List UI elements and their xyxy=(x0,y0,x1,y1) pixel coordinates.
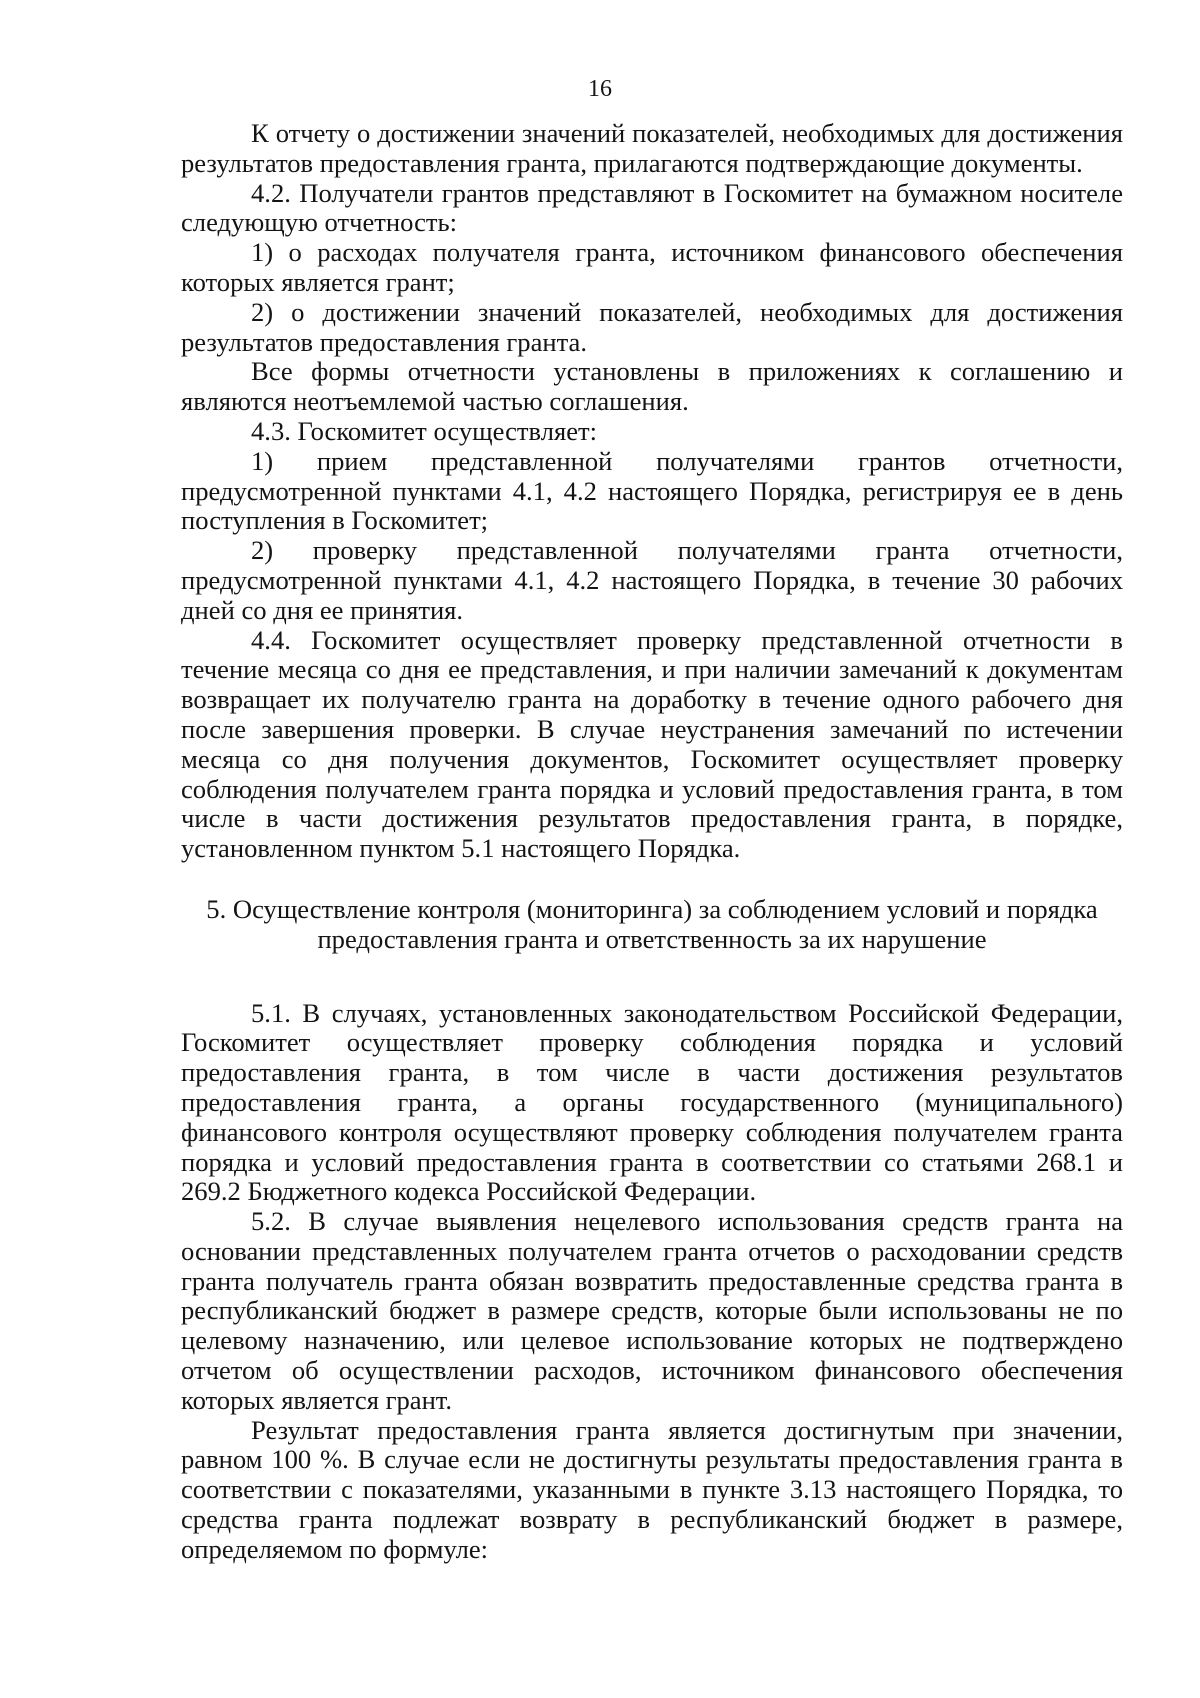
paragraph-5-1: 5.1. В случаях, установленных законодательством Российской Федерации, Госкомитет осуществляет проверку соблюдения порядка и условий предоставления гранта, в том числе в части достижения результатов предоставления гранта, а органы государственного (муниципального) финансового контроля осуществляют проверку соблюдения получателем гранта порядка и условий предоставления гранта в соответствии со статьями 268.1 и 269.2 Бюджетного кодекса Российской Федерации. xyxy=(181,997,1123,1207)
page-number: 16 xyxy=(588,76,612,102)
paragraph-result-formula: Результат предоставления гранта является достигнутым при значении, равном 100 %. В случае если не достигнуты результаты предоставления гранта в соответствии с показателями, указанными в пункте 3.13 настоящего Порядка, то средства гранта подлежат возврату в республиканский бюджет в размере, определяемом по формуле: xyxy=(181,1414,1123,1564)
paragraph-4-3: 4.3. Госкомитет осуществляет: xyxy=(251,415,598,446)
paragraph-4-2-item-2: 2) о достижении значений показателей, необходимых для достижения результатов предоставления гранта. xyxy=(181,296,1123,357)
paragraph-4-3-item-2: 2) проверку представленной получателями гранта отчетности, предусмотренной пунктами 4.1, 4.2 настоящего Порядка, в течение 30 рабочих дней со дня ее принятия. xyxy=(181,535,1123,625)
section-heading-line-2: предоставления гранта и ответственность за их нарушение xyxy=(317,923,987,954)
paragraph-4-3-item-1: 1) прием представленной получателями грантов отчетности, предусмотренной пунктами 4.1, 4.2 настоящего Порядка, регистрируя ее в день поступления в Госкомитет; xyxy=(181,445,1123,536)
paragraph-4-4: 4.4. Госкомитет осуществляет проверку представленной отчетности в течение месяца со дня ее представления, и при наличии замечаний к документам возвращает их получателю гранта на доработку в течение одного рабочего дня после завершения проверки. В случае неустранения замечаний по истечении месяца со дня получения документов, Госкомитет осуществляет проверку соблюдения получателем гранта порядка и условий предоставления гранта, в том числе в части достижения результатов предоставления гранта, в порядке, установленном пунктом 5.1 настоящего Порядка. xyxy=(181,624,1123,864)
paragraph-5-2: 5.2. В случае выявления нецелевого использования средств гранта на основании представленных получателем гранта отчетов о расходовании средств гранта получатель гранта обязан возвратить предоставленные средства гранта в республиканский бюджет в размере средств, которые были использованы не по целевому назначению, или целевое использование которых не подтверждено отчетом об осуществлении расходов, источником финансового обеспечения которых является грант. xyxy=(181,1206,1123,1415)
paragraph-4-2-item-1: 1) о расходах получателя гранта, источником финансового обеспечения которых является грант; xyxy=(181,237,1123,297)
paragraph-report-attachments: К отчету о достижении значений показателей, необходимых для достижения результатов предоставления гранта, прилагаются подтверждающие документы. xyxy=(181,118,1123,178)
section-5-heading xyxy=(181,895,1123,955)
section-heading-line-1: 5. Осуществление контроля (мониторинга) за соблюдением условий и порядка xyxy=(206,893,1098,924)
paragraph-4-2: 4.2. Получатели грантов представляют в Госкомитет на бумажном носителе следующую отчетность: xyxy=(181,177,1123,238)
paragraph-report-forms: Все формы отчетности установлены в приложениях к соглашению и являются неотъемлемой частью соглашения. xyxy=(181,356,1123,417)
document-body xyxy=(181,119,1123,1565)
